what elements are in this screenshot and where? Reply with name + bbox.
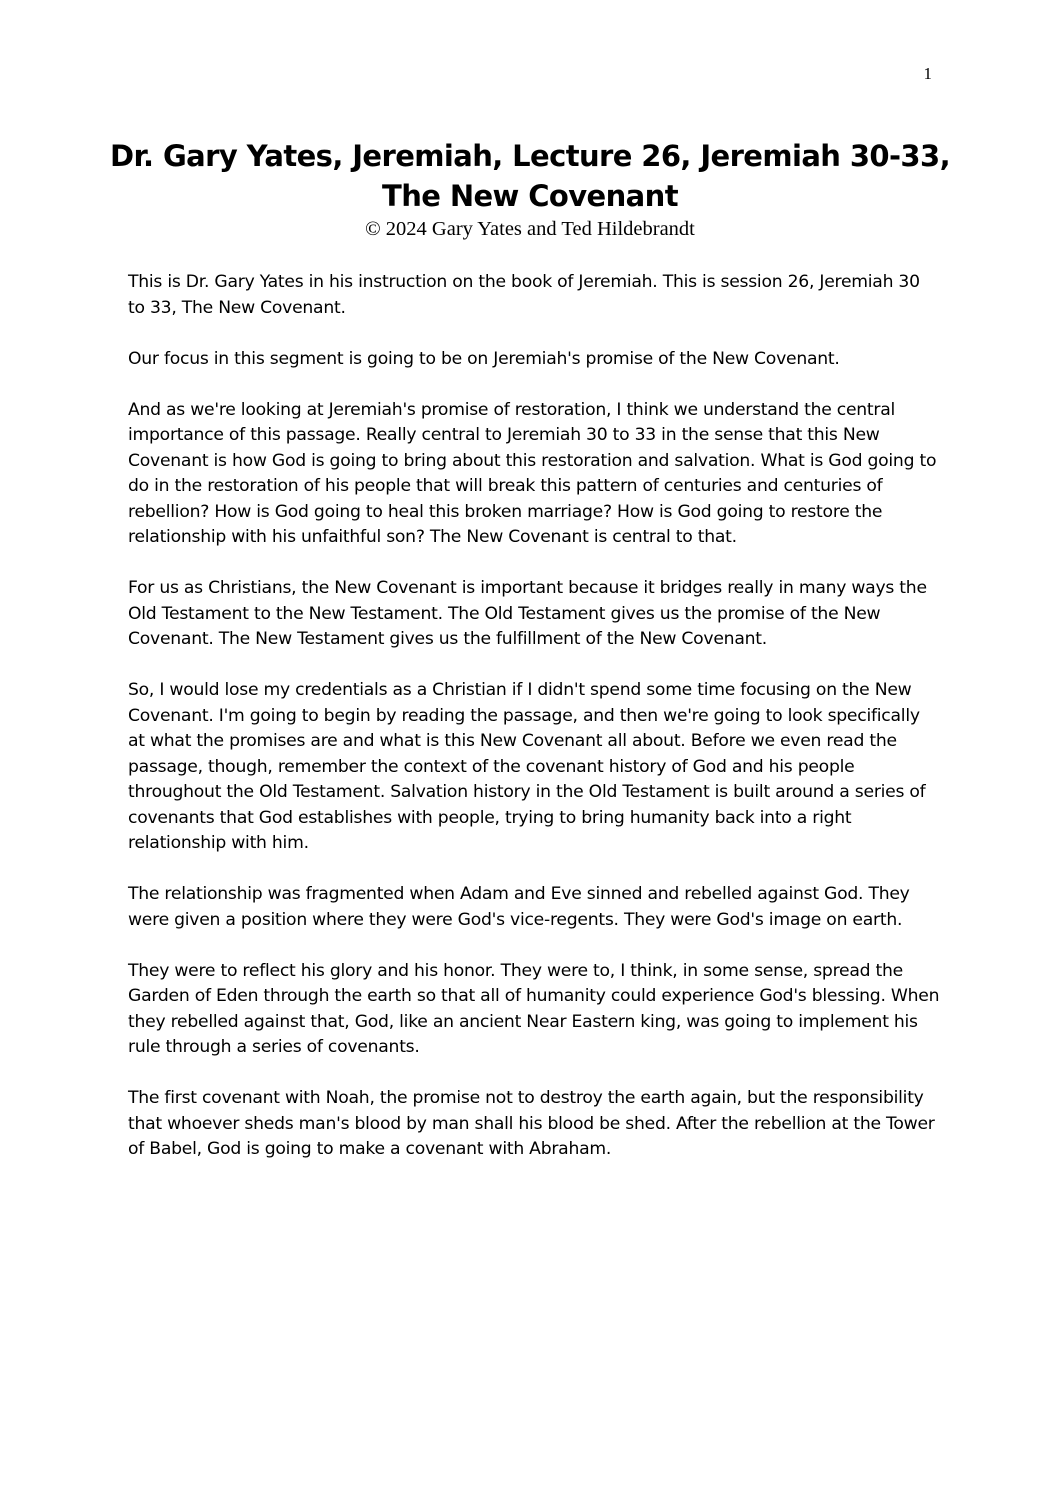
paragraph: And as we're looking at Jeremiah's promise of restoration, I think we understand the central importance of this passage. Really central to Jeremiah 30 to 33 in the sense that this New Covenant is how God is going to bring about this restoration and salvation. What is God going to do in the restoration of his people that will break this pattern of centuries and centuries of rebellion? How is God going to heal this broken marriage? How is God going to restore the relationship with his unfaithful son? The New Covenant is central to that.: [128, 399, 937, 547]
copyright-line: © 2024 Gary Yates and Ted Hildebrandt: [365, 218, 695, 240]
title-line-1: Dr. Gary Yates, Jeremiah, Lecture 26, Jeremiah 30-33,: [110, 139, 950, 173]
page-title: [100, 136, 960, 216]
paragraph: So, I would lose my credentials as a Christian if I didn't spend some time focusing on the New Covenant. I'm going to begin by reading the passage, and then we're going to look specifically at what the promises are and what is this New Covenant all about. Before we even read the passage, though, remember the context of the covenant history of God and his people throughout the Old Testament. Salvation history in the Old Testament is built around a series of covenants that God establishes with people, trying to bring humanity back into a right relationship with him.: [128, 680, 926, 853]
paragraph: Our focus in this segment is going to be on Jeremiah's promise of the New Covenant.: [128, 348, 840, 369]
paragraph: For us as Christians, the New Covenant is important because it bridges really in many ways the Old Testament to the New Testament. The Old Testament gives us the promise of the New Covenant. The New Testament gives us the fulfillment of the New Covenant.: [128, 578, 927, 649]
page-number: 1: [923, 64, 932, 83]
paragraph: The relationship was fragmented when Adam and Eve sinned and rebelled against God. They were given a position where they were God's vice-regents. They were God's image on earth.: [128, 884, 910, 930]
paragraph: This is Dr. Gary Yates in his instruction on the book of Jeremiah. This is session 26, Jeremiah 30 to 33, The New Covenant.: [128, 272, 920, 318]
title-line-2: The New Covenant: [382, 179, 678, 213]
paragraph: The first covenant with Noah, the promise not to destroy the earth again, but the responsibility that whoever sheds man's blood by man shall his blood be shed. After the rebellion at the Tower of Babel, God is going to make a covenant with Abraham.: [128, 1088, 935, 1159]
document-body: [128, 270, 940, 1188]
paragraph: They were to reflect his glory and his honor. They were to, I think, in some sense, spread the Garden of Eden through the earth so that all of humanity could experience God's blessing. When they rebelled against that, God, like an ancient Near Eastern king, was going to implement his rule through a series of covenants.: [128, 960, 940, 1057]
